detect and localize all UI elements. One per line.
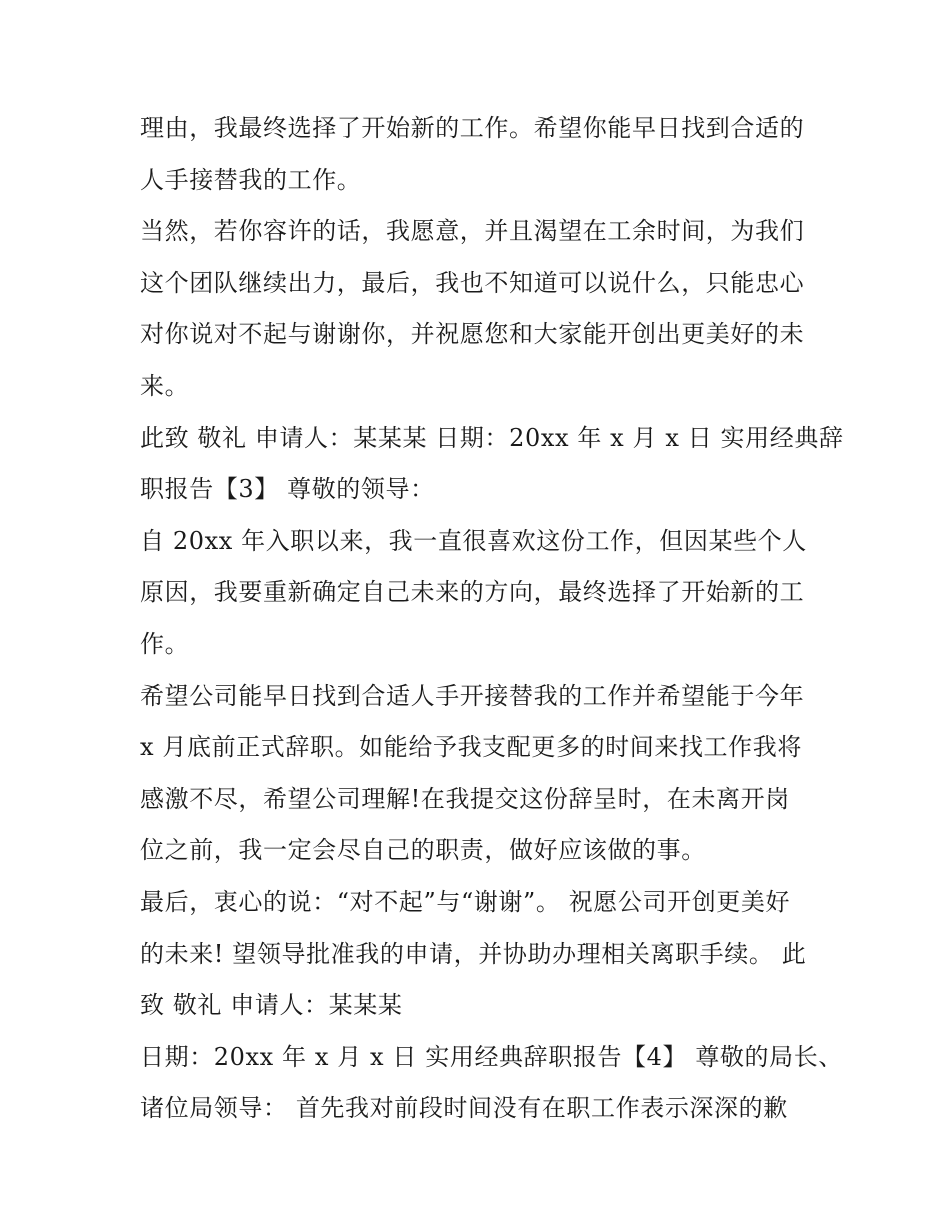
text-line: 当然，若你容许的话，我愿意，并且渴望在工余时间，为我们 (140, 217, 805, 246)
text-line: 位之前，我一定会尽自己的职责，做好应该做的事。 (140, 836, 706, 865)
document-body (140, 103, 844, 1135)
text-line: x 月底前正式辞职。如能给予我支配更多的时间来找工作我将 (140, 733, 802, 762)
text-line: 希望公司能早日找到合适人手开接替我的工作并希望能于今年 (140, 681, 805, 710)
text-line: 诸位局领导： 首先我对前段时间没有在职工作表示深深的歉 (140, 1094, 788, 1123)
text-line: 此致 敬礼 申请人：某某某 日期：20xx 年 x 月 x 日 实用经典辞 (140, 423, 844, 452)
text-line: 最后，衷心的说：“对不起”与“谢谢”。 祝愿公司开创更美好 (140, 887, 791, 916)
text-line: 作。 (140, 629, 190, 658)
text-line: 原因，我要重新确定自己未来的方向，最终选择了开始新的工 (140, 578, 805, 607)
text-line: 自 20xx 年入职以来，我一直很喜欢这份工作，但因某些个人 (140, 526, 807, 555)
text-line: 来。 (140, 371, 190, 400)
text-line: 的未来! 望领导批准我的申请，并协助办理相关离职手续。 此 (140, 939, 807, 968)
text-line: 理由，我最终选择了开始新的工作。希望你能早日找到合适的 (140, 114, 805, 142)
text-line: 人手接替我的工作。 (140, 165, 362, 194)
text-line: 感激不尽，希望公司理解!在我提交这份辞呈时，在未离开岗 (140, 784, 790, 813)
text-line: 职报告【3】 尊敬的领导： (140, 475, 435, 504)
text-line: 致 敬礼 申请人：某某某 (140, 991, 403, 1020)
text-line: 对你说对不起与谢谢你，并祝愿您和大家能开创出更美好的未 (140, 320, 805, 349)
text-line: 这个团队继续出力，最后，我也不知道可以说什么，只能忠心 (140, 268, 805, 297)
text-line: 日期：20xx 年 x 月 x 日 实用经典辞职报告【4】 尊敬的局长、 (140, 1042, 843, 1071)
